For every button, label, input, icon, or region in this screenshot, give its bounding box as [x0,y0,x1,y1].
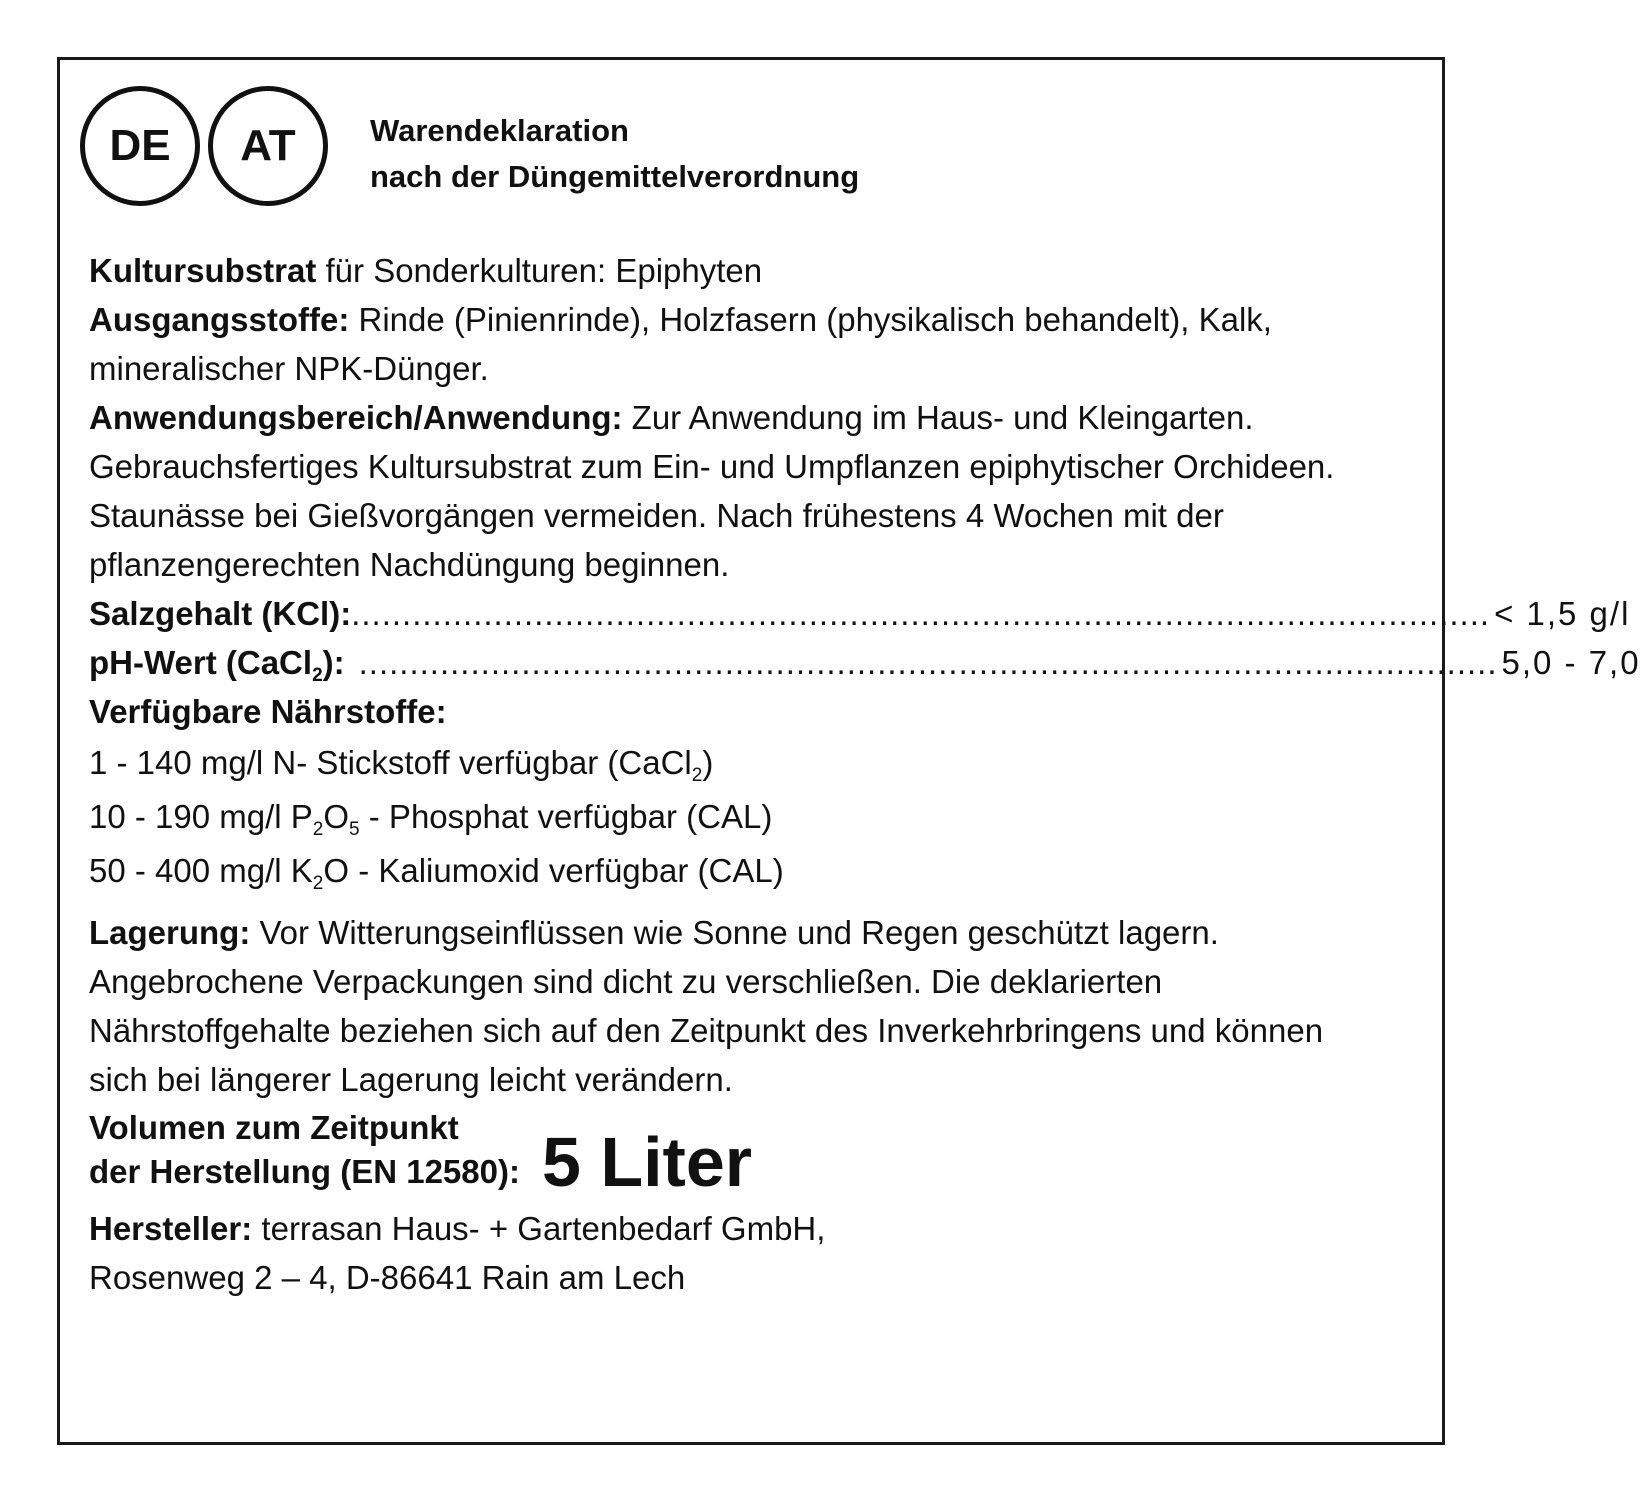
ausgangsstoffe-row [89,295,1419,344]
nutrient-p-post: - Phosphat verfügbar (CAL) [359,798,773,835]
anwendung-text-3: Staunässe bei Gießvorgängen vermeiden. Nach frühestens 4 Wochen mit der [89,497,1224,534]
volumen-label-1: Volumen zum Zeitpunkt [89,1109,459,1146]
country-badge-at [208,86,328,206]
salzgehalt-label: Salzgehalt (KCl): [89,595,352,632]
badge-de-text: DE [109,121,171,170]
declaration-title [370,108,859,200]
volumen-label-2: der Herstellung (EN 12580): [89,1153,520,1190]
lagerung-text-4: sich bei längerer Lagerung leicht verändern. [89,1061,733,1098]
lagerung-row [89,908,1419,957]
anwendung-text-4: pflanzengerechten Nachdüngung beginnen. [89,546,730,583]
nutrient-p [89,790,1419,844]
nutrient-k [89,844,1419,898]
ph-row [89,638,1641,687]
ausgangsstoffe-text-1: Rinde (Pinienrinde), Holzfasern (physikalisch behandelt), Kalk, [349,301,1272,338]
nutrient-k-sub: 2 [312,873,324,894]
lagerung-text-2: Angebrochene Verpackungen sind dicht zu verschließen. Die deklarierten [89,963,1163,1000]
nutrient-p-sub-1: 2 [312,819,324,840]
ph-label-sub: 2 [312,665,323,686]
anwendung-text-1: Zur Anwendung im Haus- und Kleingarten. [622,399,1254,436]
title-line-1: Warendeklaration [370,113,629,148]
ph-value: 5,0 - 7,0 [1501,644,1641,681]
nutrient-p-mid: O [323,798,350,835]
spacer [89,898,1419,908]
lagerung-text-3: Nährstoffgehalte beziehen sich auf den Zeitpunkt des Inverkehrbringens und können [89,1012,1324,1049]
hersteller-text-1: terrasan Haus- + Gartenbedarf GmbH, [252,1210,826,1247]
naehrstoffe-label: Verfügbare Nährstoffe: [89,693,447,730]
hersteller-text-2: Rosenweg 2 – 4, D-86641 Rain am Lech [89,1259,686,1296]
volumen-block [89,1106,1419,1201]
salzgehalt-leader-dots: ................................................................................................................ [351,595,1491,632]
lagerung-text-1: Vor Witterungseinflüssen wie Sonne und Regen geschützt lagern. [250,914,1219,951]
badge-at-text: AT [240,121,296,170]
kultursubstrat-text: für Sonderkulturen: Epiphyten [316,252,763,289]
ph-label-pre: pH-Wert (CaCl [89,644,313,681]
anwendung-text-2: Gebrauchsfertiges Kultursubstrat zum Ein- und Umpflanzen epiphytischer Orchideen. [89,448,1335,485]
kultursubstrat-label: Kultursubstrat [89,252,317,289]
declaration-body [89,246,1641,1302]
ausgangsstoffe-text-2: mineralischer NPK-Dünger. [89,350,489,387]
nutrient-k-post: O - Kaliumoxid verfügbar (CAL) [323,852,784,889]
ph-label [89,638,345,687]
volumen-value: 5 Liter [541,1123,753,1201]
hersteller-row [89,1204,1419,1253]
ph-leader-dots: ................................................................................................................ [358,644,1498,681]
nutrient-n-post: ) [702,744,714,781]
ausgangsstoffe-label: Ausgangsstoffe: [89,301,350,338]
anwendung-row [89,393,1419,442]
anwendung-label: Anwendungsbereich/Anwendung: [89,399,623,436]
kultursubstrat-row [89,246,1419,295]
lagerung-label: Lagerung: [89,914,251,951]
spacer [89,1194,1419,1204]
salzgehalt-value: < 1,5 g/l [1494,595,1631,632]
hersteller-label: Hersteller: [89,1210,253,1247]
nutrient-n-sub: 2 [691,765,703,786]
nutrient-n-text: 1 - 140 mg/l N- Stickstoff verfügbar (CaCl [89,744,692,781]
nutrient-p-sub-2: 5 [349,819,360,840]
title-line-2: nach der Düngemittelverordnung [370,159,860,194]
ph-label-post: ): [322,644,345,681]
volumen-label [89,1106,520,1194]
salzgehalt-row [89,589,1631,638]
naehrstoffe-heading [89,687,1419,736]
nutrient-p-text: 10 - 190 mg/l P [89,798,313,835]
country-badge-de [80,86,200,206]
nutrient-n [89,736,1419,790]
nutrient-k-text: 50 - 400 mg/l K [89,852,313,889]
